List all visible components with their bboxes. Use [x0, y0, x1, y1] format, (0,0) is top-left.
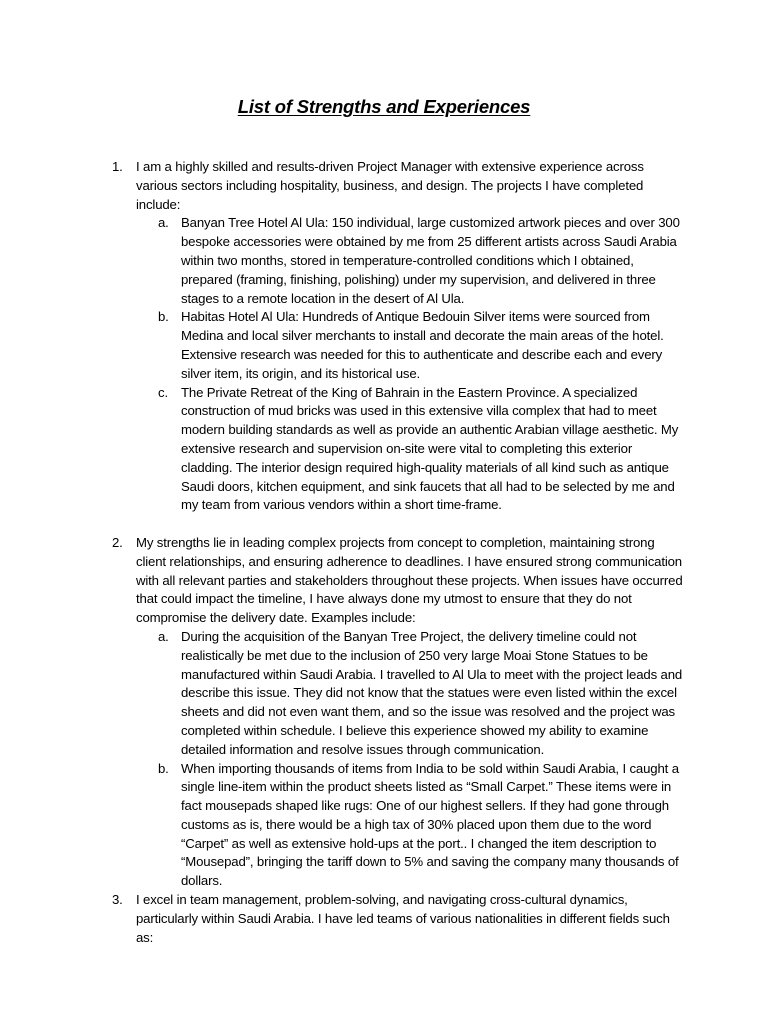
list-item	[0, 891, 686, 947]
sub-list-letter: b.	[158, 760, 169, 776]
list-number: 3.	[112, 892, 123, 908]
list-item-text: I am a highly skilled and results-driven Project Manager with extensive experience across various sectors including hospitality, business, and design. The projects I have completed include:	[136, 159, 644, 212]
sub-list-letter: c.	[158, 384, 168, 400]
sub-list-item	[136, 628, 686, 760]
sub-list-item	[136, 384, 686, 516]
sub-list-item	[136, 308, 686, 383]
document-body	[0, 158, 768, 947]
sub-list-item-text: Banyan Tree Hotel Al Ula: 150 individual, large customized artwork pieces and over 300 bespoke accessories were obtained by me from 25 different artists across Saudi Arabia within two months, stored in temperature-controlled conditions which I obtained, prepared (framing, finishing, polishing) under my supervision, and delivered in three stages to a remote location in the desert of Al Ula.	[181, 215, 680, 306]
sub-list-letter: b.	[158, 309, 169, 325]
document-title: List of Strengths and Experiences	[237, 96, 531, 117]
sub-list-letter: a.	[158, 215, 169, 231]
list-item	[0, 158, 686, 515]
list-number: 2.	[112, 534, 123, 550]
list-number: 1.	[112, 159, 123, 174]
sub-list-item-text: When importing thousands of items from India to be sold within Saudi Arabia, I caught a single line-item within the product sheets listed as “Small Carpet.” These items were in fact mousepads shaped like rugs: One of our highest sellers. If they had gone through customs as is, there would be a high tax of 30% placed upon them due to the word “Carpet” as well as extensive hold-ups at the port.. I changed the item description to “Mousepad”, bringing the tariff down to 5% and saving the company many thousands of dollars.	[181, 760, 679, 889]
sub-list-item-text: The Private Retreat of the King of Bahrain in the Eastern Province. A specialized construction of mud bricks was used in this extensive villa complex that had to meet modern building standards as well as provide an authentic Arabian village aesthetic. My extensive research and supervision on-site were vital to completing this exterior cladding. The interior design required high-quality materials of all kind such as antique Saudi doors, kitchen equipment, and sink faucets that all had to be selected by me and my team from various vendors within a short time-frame.	[181, 384, 679, 513]
list-item-text: I excel in team management, problem-solving, and navigating cross-cultural dynamics, particularly within Saudi Arabia. I have led teams of various nationalities in different fields such as:	[136, 892, 670, 945]
sub-list-letter: a.	[158, 628, 169, 644]
sub-list-item-text: During the acquisition of the Banyan Tree Project, the delivery timeline could not realistically be met due to the inclusion of 250 very large Moai Stone Statues to be manufactured within Saudi Arabia. I travelled to Al Ula to meet with the project leads and describe this issue. They did not know that the statues were even listed within the excel sheets and did not even want them, and so the issue was resolved and the project was completed within schedule. I believe this experience showed my ability to examine detailed information and resolve issues through communication.	[181, 628, 683, 757]
sub-list-item-text: Habitas Hotel Al Ula: Hundreds of Antique Bedouin Silver items were sourced from Medina and local silver merchants to install and decorate the main areas of the hotel. Extensive research was needed for this to authenticate and describe each and every silver item, its origin, and its historical use.	[181, 309, 664, 381]
list-item-text: My strengths lie in leading complex projects from concept to completion, maintaining strong client relationships, and ensuring adherence to deadlines. I have ensured strong communication with all relevant parties and stakeholders throughout these projects. When issues have occurred that could impact the timeline, I have always done my utmost to ensure that they do not compromise the delivery date. Examples include:	[136, 534, 683, 626]
sub-list-item	[136, 760, 686, 892]
sub-list-item	[136, 214, 686, 308]
list-item	[0, 534, 686, 891]
